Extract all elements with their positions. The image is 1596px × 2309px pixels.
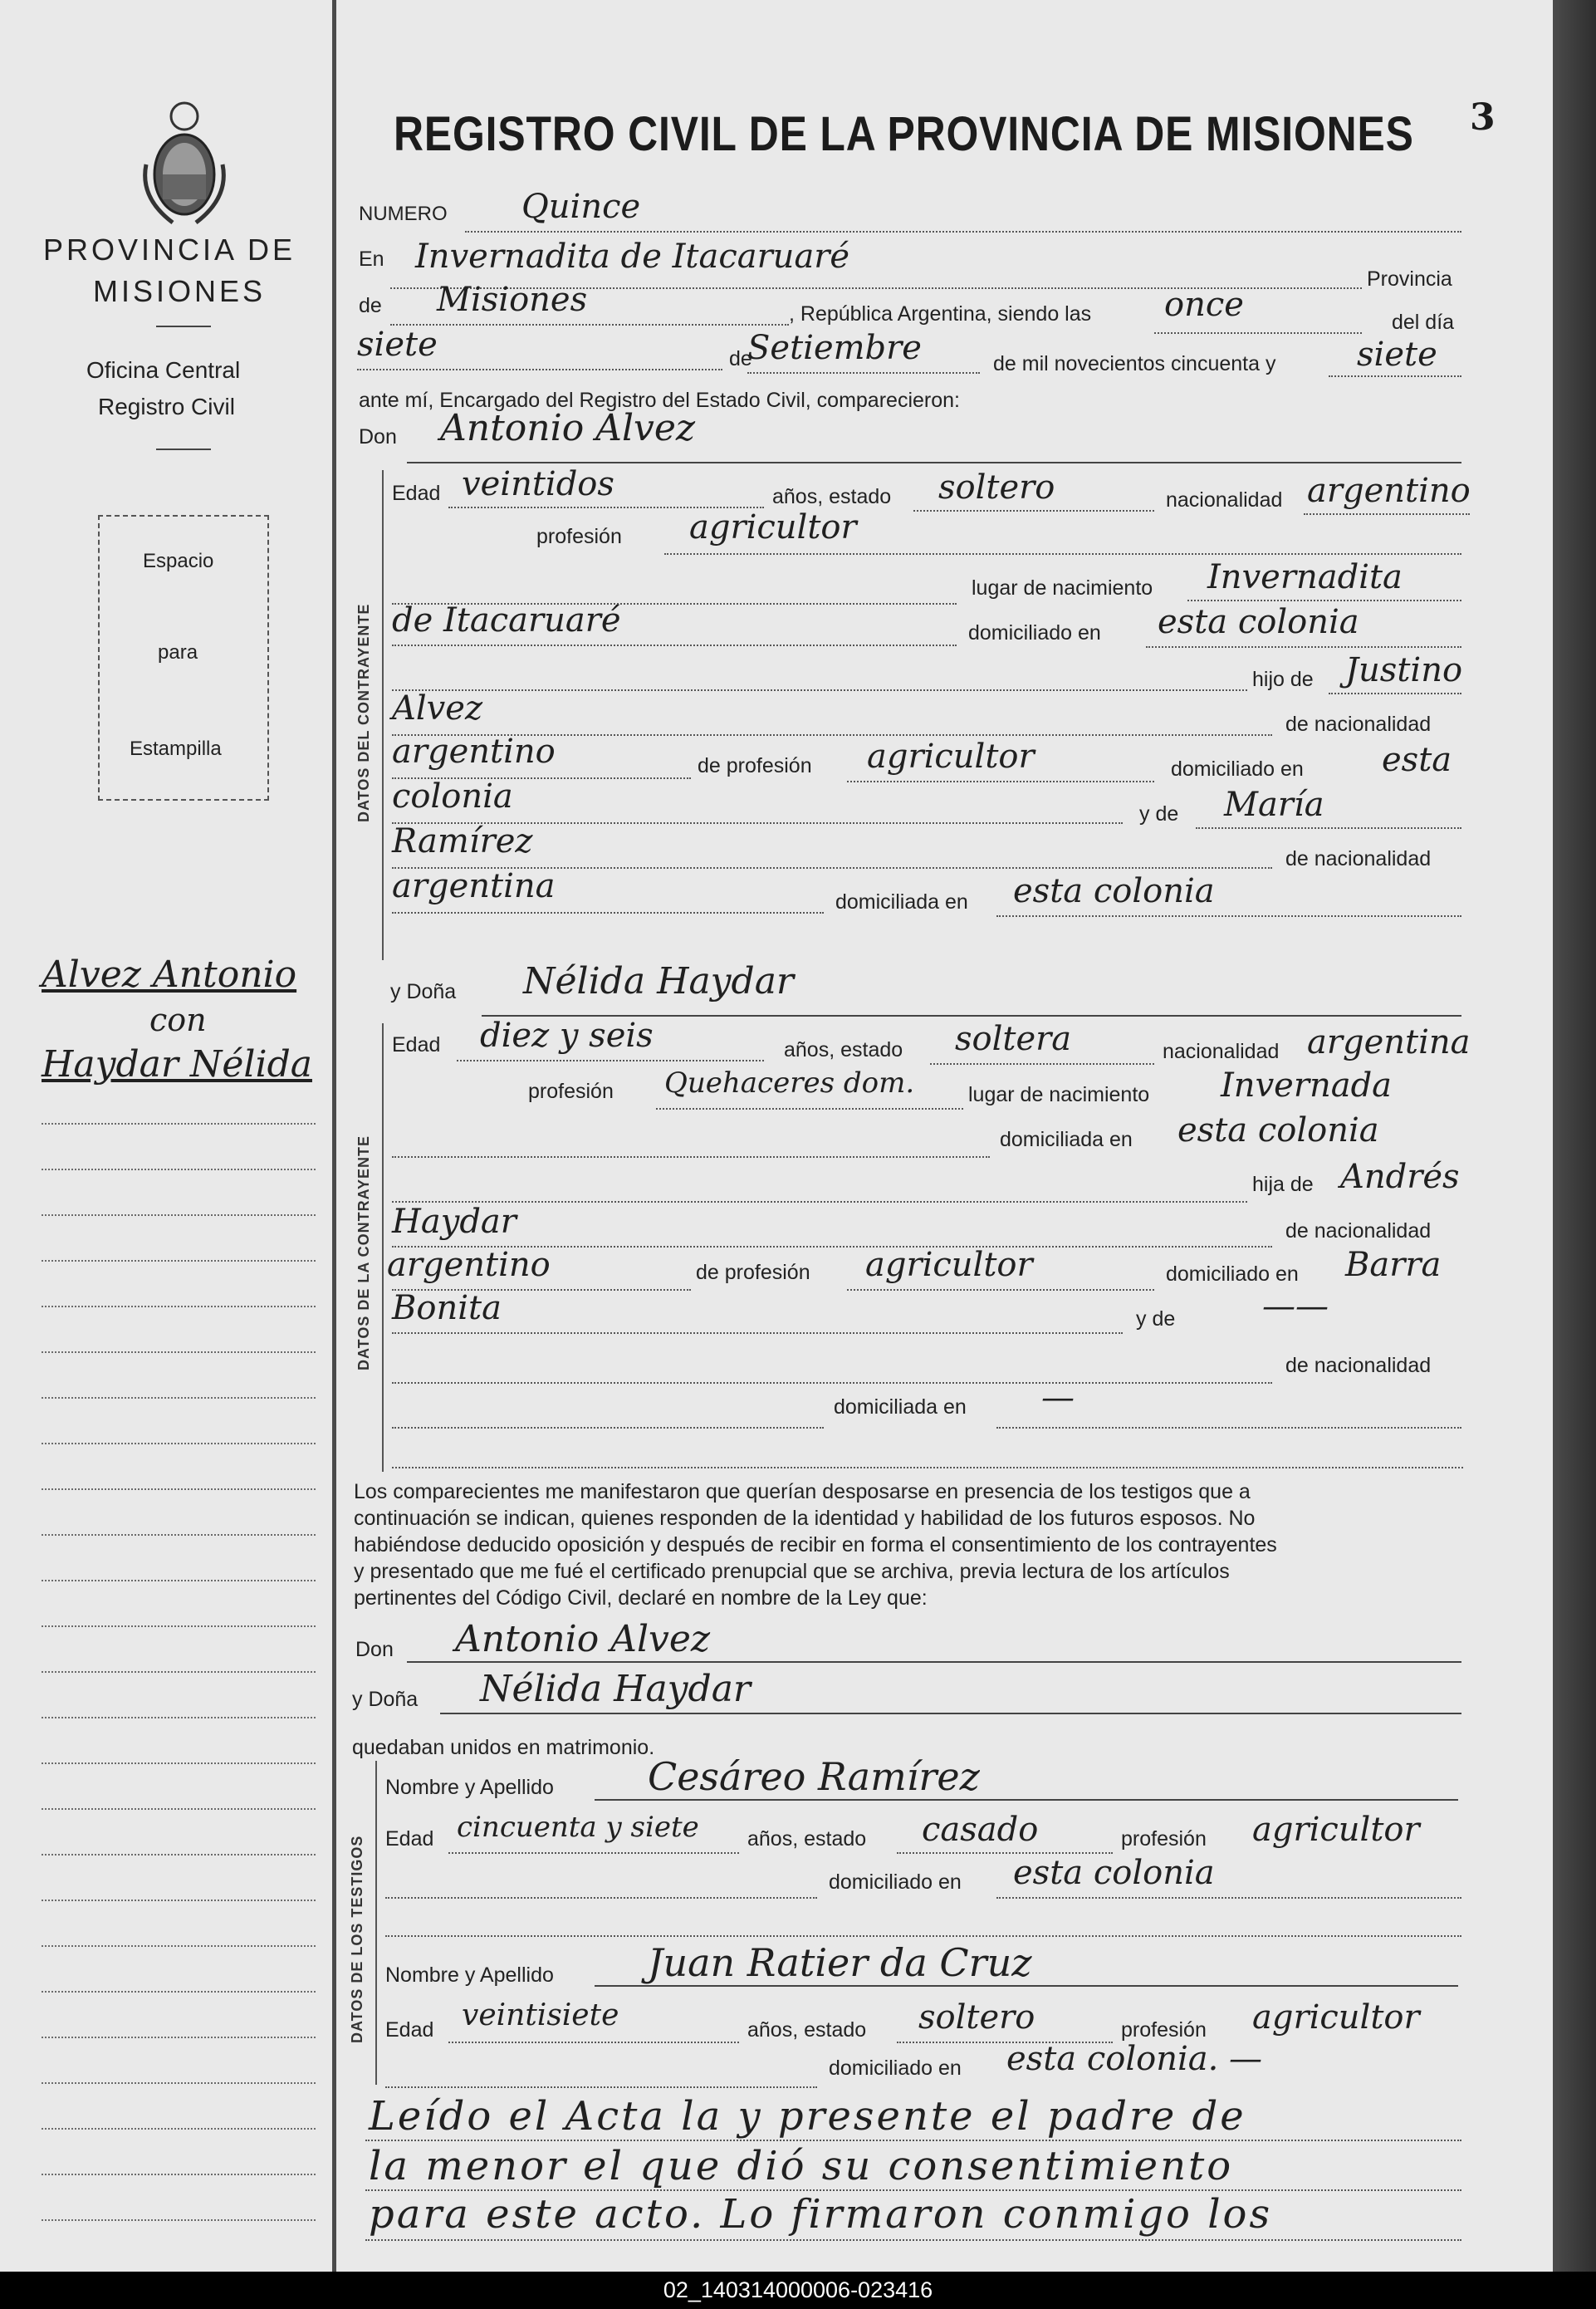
margin-ruled-line	[42, 1306, 316, 1307]
label-domiciliado-en-bride: domiciliado en	[1166, 1262, 1299, 1286]
margin-note-line3: Haydar Nélida	[42, 1043, 312, 1086]
label-nacionalidad-bride: nacionalidad	[1163, 1040, 1280, 1063]
label-profesion: profesión	[536, 525, 622, 548]
margin-ruled-line	[42, 1123, 316, 1125]
label-profesion-bride: profesión	[528, 1080, 614, 1103]
margin-ruled-line	[42, 2219, 316, 2221]
margin-ruled-line	[42, 1488, 316, 1490]
margin-ruled-line	[42, 1260, 316, 1262]
line-bride-padre-dom2	[392, 1332, 1123, 1334]
witness2-domicilio: esta colonia. —	[1006, 2040, 1263, 2078]
label-lugar-nacimiento: lugar de nacimiento	[972, 576, 1153, 600]
sidebar-rule-2	[156, 449, 211, 450]
label-domiciliado-en-2: domiciliado en	[1171, 757, 1304, 781]
value-numero: Quince	[521, 188, 641, 226]
groom-profesion: agricultor	[689, 508, 857, 547]
value-provincia: Misiones	[437, 281, 588, 319]
groom-padre-nac: argentino	[392, 733, 556, 771]
label-de-profesion-bride: de profesión	[696, 1261, 810, 1284]
margin-ruled-line	[42, 1808, 316, 1810]
label-de-nacionalidad-2: de nacionalidad	[1285, 847, 1432, 870]
groom-estado: soltero	[938, 468, 1055, 507]
margin-ruled-line	[42, 1854, 316, 1856]
label-de-nacionalidad: de nacionalidad	[1285, 713, 1432, 736]
label-domiciliada-en-bride: domiciliada en	[1000, 1128, 1133, 1151]
label-anos-estado: años, estado	[772, 485, 892, 508]
office-line2: Registro Civil	[98, 394, 235, 419]
value-lugar: Invernadita de Itacaruaré	[415, 238, 850, 276]
line-groom-madre-nac	[392, 912, 824, 914]
line-dona-2	[440, 1713, 1461, 1714]
groom-padre-dom-1: esta	[1382, 741, 1452, 779]
line-bride-blank2	[392, 1201, 1247, 1203]
label-republica: , República Argentina, siendo las	[789, 302, 1092, 326]
line-hora	[1154, 332, 1362, 334]
line-bride-padre-prof	[847, 1289, 1154, 1291]
office-line1: Oficina Central	[86, 357, 241, 383]
margin-ruled-line	[42, 1397, 316, 1399]
witness2-estado: soltero	[918, 1998, 1035, 2037]
line-groom-dom	[1146, 646, 1461, 648]
groom-section-label: DATOS DEL CONTRAYENTE	[355, 603, 372, 822]
line-groom-padre-prof	[847, 781, 1154, 782]
groom-padre-dom-2: colonia	[392, 777, 513, 816]
margin-ruled-line	[42, 1900, 316, 1901]
groom-padre-2: Alvez	[392, 689, 483, 728]
label-nombre-apellido-2: Nombre y Apellido	[385, 1963, 554, 1987]
line-bride-edad	[457, 1060, 764, 1061]
line-witness2-edad	[448, 2042, 739, 2043]
label-de-mes: de	[729, 347, 752, 370]
value-anio: siete	[1357, 336, 1437, 374]
label-provincia: Provincia	[1367, 267, 1452, 291]
witness-section-label: DATOS DE LOS TESTIGOS	[349, 1835, 365, 2043]
label-domiciliado-en-w1: domiciliado en	[829, 1870, 962, 1894]
line-closing-1	[365, 2140, 1461, 2141]
label-edad-w1: Edad	[385, 1827, 434, 1851]
label-numero: NUMERO	[359, 203, 448, 225]
line-witness1-nombre	[595, 1799, 1458, 1801]
page-title: REGISTRO CIVIL DE LA PROVINCIA DE MISIONES	[394, 107, 1414, 161]
margin-ruled-line	[42, 1717, 316, 1718]
label-domiciliado-en: domiciliado en	[968, 621, 1101, 645]
margin-ruled-line	[42, 1671, 316, 1673]
margin-ruled-line	[42, 2082, 316, 2084]
line-witness-sep	[385, 1935, 1461, 1937]
declaration-line-3: habiéndose deducido oposición y después de recibir en forma el consentimiento de los contrayentes	[354, 1533, 1277, 1556]
margin-divider	[332, 0, 336, 2272]
label-edad-w2: Edad	[385, 2018, 434, 2042]
value-hora: once	[1164, 286, 1244, 324]
line-closing-3	[365, 2239, 1461, 2241]
declaration-line-5: pertinentes del Código Civil, declaré en nombre de la Ley que:	[354, 1586, 928, 1610]
bride-edad: diez y seis	[480, 1017, 654, 1055]
line-don	[407, 462, 1461, 463]
line-bride-prof	[656, 1108, 963, 1110]
margin-ruled-line	[42, 1762, 316, 1764]
label-domiciliada-en-bride-2: domiciliada en	[834, 1395, 967, 1419]
label-y-de-bride: y de	[1136, 1307, 1176, 1331]
witness-bracket	[375, 1761, 377, 2085]
label-de-profesion: de profesión	[698, 754, 812, 777]
groom-nacionalidad: argentino	[1307, 472, 1471, 510]
groom-madre-1: María	[1224, 786, 1324, 824]
line-bride-end	[392, 1467, 1463, 1468]
witness2-edad: veintisiete	[462, 1998, 619, 2032]
groom-madre-dom: esta colonia	[1013, 872, 1215, 910]
bride-estado: soltera	[955, 1020, 1072, 1058]
line-groom-nac	[1304, 513, 1470, 515]
margin-note-line1: Alvez Antonio	[42, 954, 297, 996]
label-hija-de: hija de	[1252, 1173, 1314, 1196]
bride-section-label: DATOS DE LA CONTRAYENTE	[355, 1135, 372, 1370]
coat-of-arms-icon	[140, 98, 229, 231]
label-domiciliado-en-w2: domiciliado en	[829, 2057, 962, 2080]
line-bride-madre-dom	[996, 1427, 1461, 1429]
groom-padre-1: Justino	[1345, 651, 1463, 689]
margin-ruled-line	[42, 1351, 316, 1353]
line-anio	[1329, 375, 1461, 377]
line-groom-blank2	[392, 689, 1247, 691]
witness1-nombre: Cesáreo Ramírez	[648, 1754, 980, 1799]
groom-domicilio: esta colonia	[1158, 603, 1359, 641]
margin-ruled-line	[42, 1169, 316, 1170]
line-bride-blank4	[392, 1427, 824, 1429]
closing-line-2: la menor el que dió su consentimiento	[369, 2143, 1234, 2189]
province-name-line2: MISIONES	[93, 274, 267, 308]
label-edad-bride: Edad	[392, 1033, 441, 1056]
line-groom-estado	[913, 510, 1154, 512]
line-witness1-dom	[996, 1897, 1461, 1899]
label-de-mil: de mil novecientos cincuenta y	[993, 352, 1276, 375]
bride-madre: ——	[1262, 1287, 1329, 1326]
value-don-2: Antonio Alvez	[455, 1618, 711, 1660]
label-y-dona: y Doña	[390, 980, 457, 1003]
label-anos-estado-bride: años, estado	[784, 1038, 903, 1061]
bride-padre-nac: argentino	[387, 1246, 551, 1284]
bride-bracket	[382, 1023, 384, 1472]
line-witness2-nombre	[595, 1985, 1458, 1987]
margin-ruled-line	[42, 1580, 316, 1581]
witness2-nombre: Juan Ratier da Cruz	[648, 1940, 1032, 1985]
stamp-label-1: Espacio	[143, 550, 214, 572]
label-anos-estado-w2: años, estado	[747, 2018, 867, 2042]
value-dia: siete	[357, 326, 438, 364]
line-provincia	[390, 324, 789, 326]
label-domiciliada-en: domiciliada en	[835, 890, 968, 914]
witness2-profesion: agricultor	[1252, 1998, 1420, 2037]
label-ante-mi: ante mí, Encargado del Registro del Estado Civil, comparecieron:	[359, 389, 960, 412]
margin-ruled-line	[42, 1945, 316, 1947]
margin-ruled-line	[42, 1534, 316, 1536]
label-de-nacionalidad-bride: de nacionalidad	[1285, 1219, 1432, 1243]
margin-ruled-line	[42, 2174, 316, 2175]
line-dia	[357, 369, 722, 370]
label-y-de: y de	[1139, 802, 1179, 826]
groom-lugar-nac-2: de Itacaruaré	[392, 601, 621, 640]
page-number: 3	[1470, 96, 1496, 139]
label-del-dia: del día	[1392, 311, 1455, 334]
bride-profesion: Quehaceres dom.	[664, 1066, 915, 1100]
bride-padre-dom-1: Barra	[1345, 1246, 1442, 1284]
witness1-edad: cincuenta y siete	[457, 1811, 699, 1844]
province-name-line1: PROVINCIA DE	[43, 233, 296, 267]
label-don: Don	[359, 425, 397, 449]
bride-domicilio: esta colonia	[1177, 1111, 1379, 1150]
value-dona: Nélida Haydar	[523, 960, 794, 1003]
line-groom-prof	[664, 553, 1461, 555]
value-dona-2: Nélida Haydar	[480, 1668, 751, 1710]
line-groom-padre	[1329, 693, 1461, 694]
witness1-estado: casado	[922, 1811, 1039, 1849]
closing-line-1: Leído el Acta la y presente el padre de	[369, 2093, 1246, 2140]
declaration-line-4: y presentado que me fué el certificado prenupcial que se archiva, previa lectura de los artículos	[354, 1560, 1230, 1583]
bride-padre-1: Andrés	[1340, 1158, 1460, 1196]
label-profesion-w1: profesión	[1121, 1827, 1207, 1851]
label-anos-estado-w1: años, estado	[747, 1827, 867, 1851]
label-quedaban: quedaban unidos en matrimonio.	[352, 1736, 655, 1759]
declaration-line-2: continuación se indican, quienes responden de la identidad y habilidad de los futuros esposos. No	[354, 1507, 1256, 1530]
margin-ruled-line	[42, 2128, 316, 2130]
line-groom-lugar2	[392, 645, 957, 646]
line-mes	[747, 372, 980, 374]
stamp-label-3: Estampilla	[130, 738, 222, 760]
label-en: En	[359, 248, 384, 271]
label-y-dona-2: y Doña	[352, 1688, 419, 1711]
value-don: Antonio Alvez	[440, 407, 696, 449]
line-witness1-edad	[448, 1852, 739, 1854]
bride-padre-dom-2: Bonita	[392, 1289, 502, 1327]
label-de-nacionalidad-bride-2: de nacionalidad	[1285, 1354, 1432, 1377]
line-bride-blank	[392, 1156, 990, 1158]
groom-edad: veintidos	[462, 465, 614, 503]
line-groom-madre	[1196, 827, 1461, 829]
label-hijo-de: hijo de	[1252, 668, 1314, 691]
margin-ruled-line	[42, 1214, 316, 1216]
line-groom-madre-dom	[996, 915, 1461, 917]
line-numero	[465, 231, 1461, 233]
label-don-2: Don	[355, 1638, 394, 1661]
line-bride-estado	[930, 1063, 1154, 1065]
line-bride-blank3	[392, 1382, 1272, 1384]
value-mes: Setiembre	[747, 329, 922, 367]
bride-nacionalidad: argentina	[1307, 1023, 1471, 1061]
groom-lugar-nac-1: Invernadita	[1207, 558, 1403, 596]
witness1-domicilio: esta colonia	[1013, 1854, 1215, 1892]
line-don-2	[407, 1661, 1461, 1663]
line-groom-lugar	[1187, 600, 1461, 601]
groom-bracket	[382, 470, 384, 960]
stamp-label-2: para	[158, 641, 198, 664]
margin-ruled-line	[42, 1991, 316, 1993]
closing-line-3: para este acto. Lo firmaron conmigo los	[369, 2191, 1273, 2238]
sidebar-rule	[156, 326, 211, 327]
bride-lugar-nac: Invernada	[1221, 1066, 1393, 1105]
label-nacionalidad: nacionalidad	[1166, 488, 1283, 512]
label-nombre-apellido-1: Nombre y Apellido	[385, 1776, 554, 1799]
groom-madre-nac: argentina	[392, 867, 556, 905]
book-edge	[1553, 0, 1596, 2272]
line-witness2-blank	[385, 2086, 817, 2088]
margin-note-line2: con	[149, 1002, 207, 1038]
image-id-footer: 02_140314000006-023416	[0, 2272, 1596, 2309]
line-witness1-blank	[385, 1897, 817, 1899]
label-edad: Edad	[392, 482, 441, 505]
margin-ruled-line	[42, 2037, 316, 2038]
margin-ruled-line	[42, 1625, 316, 1627]
label-de: de	[359, 294, 382, 317]
witness1-profesion: agricultor	[1252, 1811, 1420, 1849]
declaration-line-1: Los comparecientes me manifestaron que querían desposarse en presencia de los testigos que a	[354, 1480, 1251, 1503]
bride-madre-dom: —	[1041, 1379, 1075, 1417]
groom-padre-prof: agricultor	[867, 738, 1035, 776]
bride-padre-prof: agricultor	[865, 1246, 1033, 1284]
bride-padre-2: Haydar	[392, 1203, 516, 1241]
groom-madre-2: Ramírez	[392, 822, 533, 860]
margin-ruled-line	[42, 1443, 316, 1444]
label-lugar-nacimiento-bride: lugar de nacimiento	[968, 1083, 1150, 1106]
label-profesion-w2: profesión	[1121, 2018, 1207, 2042]
